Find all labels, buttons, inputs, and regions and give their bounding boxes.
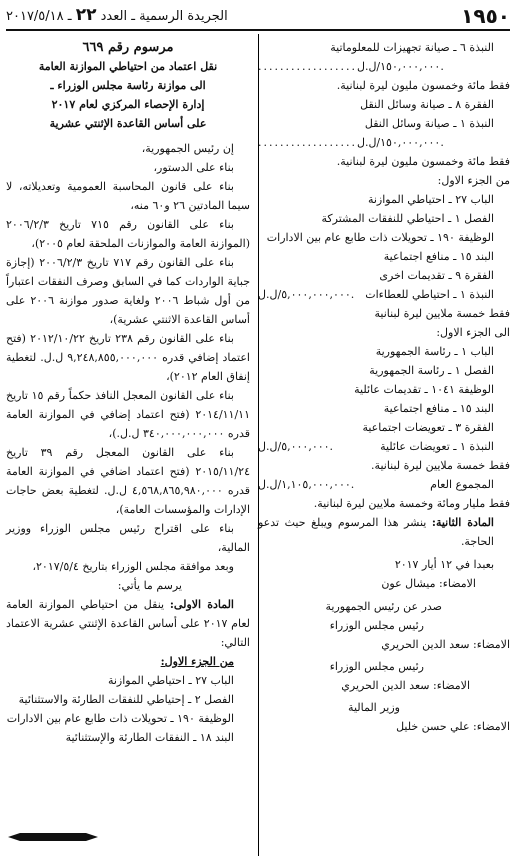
section-heading: من الجزء الاول: [160,655,234,668]
signature-line: الامضاء: سعد الدين الحريري [381,638,510,651]
paragraph: بناء على القانون رقم ٧١٥ تاريخ ٢٠٠٦/٢/٣ (الموازنة العامة والموازنات الملحقة لعام ٢٠٠٥)، [6,218,250,250]
end-ornament [8,832,98,842]
total-value: ١,١٠٥,٠٠٠,٠٠٠/ل.ل. [258,478,355,491]
total-label: المجموع العام [430,478,494,491]
paragraph: بناء على القانون رقم ٧١٧ تاريخ ٢٠٠٦/٢/٣ (إجازة جباية الواردات كما في السابق وصرف النفقات اعتباراً من أول شباط ٢٠٠٦ ولغاية صدور موازنة ٢٠٠٦ على أساس القاعدة الاثنتي عشرية)، [6,256,250,326]
text-line: فقط مليار ومائة وخمسة ملايين ليرة لبنانية. [313,497,510,510]
text-line: إن رئيس الجمهورية، [141,142,234,155]
article-two [258,513,510,551]
text-line: البند ١٥ ـ منافع اجتماعية [383,250,494,263]
issue-date: ـ ٢٠١٧/٥/١٨ [6,9,76,24]
right-column [258,38,510,856]
issued-by: صدر عن رئيس الجمهورية [325,600,442,613]
article-label: المادة الثانية: [431,516,494,529]
text-line: البند ١٨ ـ النفقات الطارئة والإستثنائية [65,731,234,744]
decree-clause: يرسم ما يأتي: [117,579,182,592]
decree-subtitle: على أساس القاعدة الإثنتي عشرية [49,117,207,130]
paragraph: بناء على القانون المعجل النافذ حكماً رقم ١٥ تاريخ ٢٠١٤/١١/١١ (فتح اعتماد إضافي في الموازنة العامة قدره ٣٤٠,٠٠٠,٠٠٠,٠٠٠ ل.ل.)، [6,389,250,440]
article-one [6,595,250,652]
text-line: الباب ١ ـ رئاسة الجمهورية [375,345,494,358]
text-line: الى الجزء الاول: [436,326,510,339]
text-line: الوظيفة ١٠٤١ ـ تقديمات عائلية [354,383,494,396]
text-line: فقط خمسة ملايين ليرة لبنانية. [371,459,510,472]
text-line: الفصل ١ ـ احتياطي للنفقات المشتركة [321,212,494,225]
paragraph: بناء على القانون رقم ٢٣٨ تاريخ ٢٠١٢/١٠/٢٢ (فتح اعتماد إضافي قدره ٩,٢٤٨,٨٥٥,٠٠٠,٠٠٠ ل.ل. لتغطية إنفاق العام ٢٠١٢)، [6,332,250,383]
text-line: الوظيفة ١٩٠ ـ تحويلات ذات طابع عام بين الادارات [266,231,494,244]
issue-prefix: الجريدة الرسمية ـ العدد [96,9,228,24]
decree-subtitle: نقل اعتماد من احتياطي الموازنة العامة [38,60,218,73]
text-line: فقط مائة وخمسون مليون ليرة لبنانية. [336,155,510,168]
date-line: بعبدا في ١٢ أيار ٢٠١٧ [394,558,494,571]
signature-line: الامضاء: علي حسن خليل [396,720,510,733]
item-label: النبذة ١ ـ احتياطي للعطاءات [365,288,494,301]
decree-title: مرسوم رقم ٦٦٩ [82,40,174,55]
text-line: النبذة ١ ـ صيانة وسائل النقل [364,117,494,130]
paragraph: بناء على اقتراح رئيس مجلس الوزراء ووزير المالية، [6,522,250,554]
signature-line: الامضاء: ميشال عون [381,577,476,590]
left-column [6,38,250,856]
text-line: فقط خمسة ملايين ليرة لبنانية [374,307,510,320]
paragraph: بناء على قانون المحاسبة العمومية وتعديلاته، لا سيما المادتين ٢٦ و٦٠ منه، [6,180,250,212]
text-line: الفصل ١ ـ رئاسة الجمهورية [369,364,494,377]
text-line [258,475,510,494]
decree-subtitle: إدارة الإحصاء المركزي لعام ٢٠١٧ [51,98,205,111]
text-line: الفقرة ٩ ـ تقديمات اخرى [379,269,494,282]
amount-value: ١٥٠,٠٠٠,٠٠٠/ل.ل. [356,60,444,73]
text-line: الباب ٢٧ ـ احتياطي الموازنة [107,674,234,687]
amount-value: ٥,٠٠٠,٠٠٠,٠٠٠/ل.ل. [258,288,355,301]
page-header [6,3,510,31]
issue-number: ٢٢ [75,5,97,25]
article-text: ينقل من احتياطي الموازنة العامة لعام ٢٠١٧ على أساس القاعدة الإثنتي عشرية الاعتماد التالي: [6,598,250,649]
text-line: بناء على الدستور، [153,161,234,174]
text-line: الباب ٢٧ ـ احتياطي الموازنة [367,193,494,206]
amount-value: ١٥٠,٠٠٠,٠٠٠/ل.ل. [356,136,444,149]
page-number: ١٩٥٠ [461,4,510,28]
amount-line: ..................١٥٠,٠٠٠,٠٠٠/ل.ل. [258,57,510,76]
text-line: الوظيفة ١٩٠ ـ تحويلات ذات طابع عام بين الادارات [6,712,234,725]
item-label: النبذة ١ ـ تعويضات عائلية [380,440,494,453]
text-line: وبعد موافقة مجلس الوزراء بتاريخ ٢٠١٧/٥/٤، [32,560,234,573]
text-line [258,437,510,456]
issue-info [6,5,228,25]
amount-value: ٥,٠٠٠,٠٠٠/ل.ل. [258,440,334,453]
amount-line: ..................١٥٠,٠٠٠,٠٠٠/ل.ل. [258,133,510,152]
article-text: ينشر هذا المرسوم ويبلغ حيث تدعو الحاجة. [258,516,494,548]
signature-line: الامضاء: سعد الدين الحريري [341,679,470,692]
text-line: فقط مائة وخمسون مليون ليرة لبنانية. [336,79,510,92]
paragraph: بناء على القانون المعجل رقم ٣٩ تاريخ ٢٠١٥/١١/٢٤ (فتح اعتماد اضافي في الموازنة العامة قدره ٤,٥٦٨,٨٦٥,٩٨٠,٠٠٠ ل.ل. لتغطية بعض حاجات الإدارات والمؤسسات العامة)، [6,446,250,516]
decree-subtitle: الى موازنة رئاسة مجلس الوزراء ـ [50,79,206,92]
text-line: البند ١٥ ـ منافع اجتماعية [383,402,494,415]
article-label: المادة الاولى: [169,598,234,611]
text-line [258,285,510,304]
signature-title: رئيس مجلس الوزراء [329,660,424,673]
signature-title: رئيس مجلس الوزراء [329,619,424,632]
text-line: من الجزء الاول: [437,174,510,187]
text-line: الفصل ٢ ـ إحتياطي للنفقات الطارئة والاستثنائية [18,693,234,706]
signature-title: وزير المالية [348,701,400,714]
text-line: النبذة ٦ ـ صيانة تجهيزات للمعلوماتية [330,41,494,54]
text-line: الفقرة ٨ ـ صيانة وسائل النقل [360,98,494,111]
text-line: الفقرة ٣ ـ تعويضات اجتماعية [362,421,494,434]
